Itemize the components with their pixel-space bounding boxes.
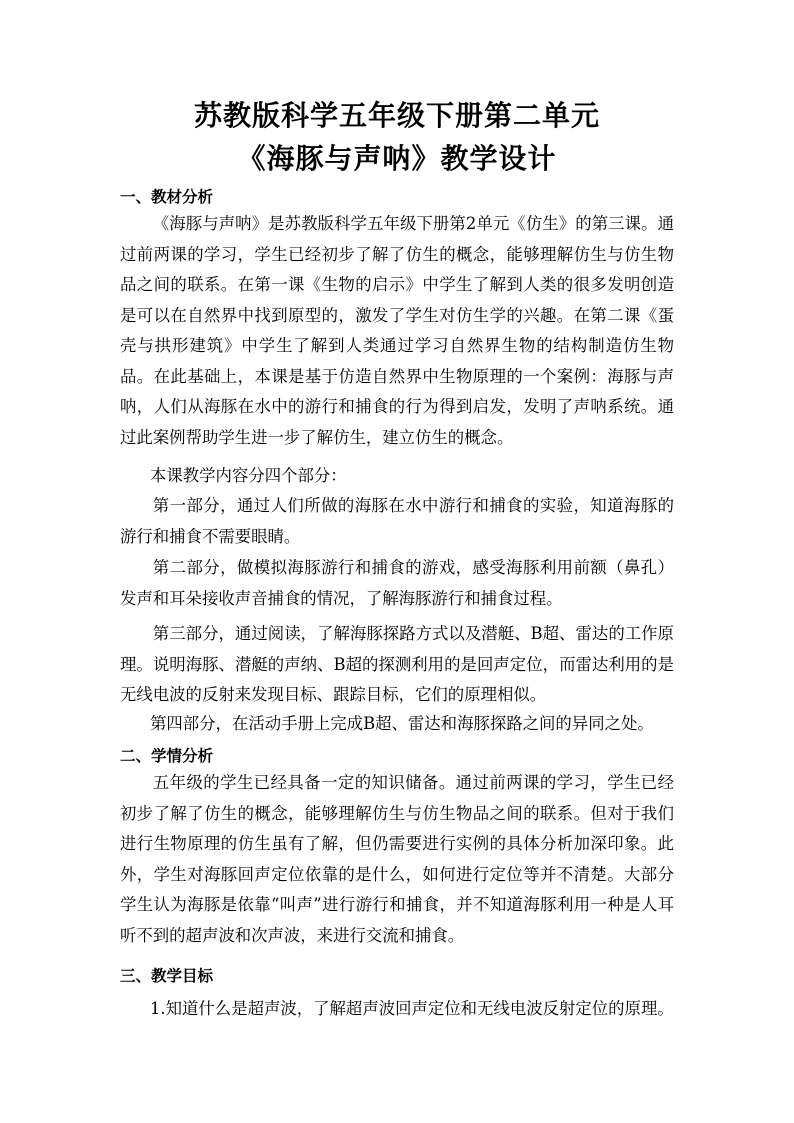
paragraph-part-three: 第三部分，通过阅读，了解海豚探路方式以及潜艇、B超、雷达的工作原理。说明海豚、潜艇的声纳、B超的探测利用的是回声定位，而雷达利用的是无线电波的反射来发现目标、跟踪目标，它们的原理相似。 (120, 624, 674, 704)
paragraph-material-intro: 《海豚与声呐》是苏教版科学五年级下册第2单元《仿生》的第三课。通过前两课的学习，学生已经初步了解了仿生的概念，能够理解仿生与仿生物品之间的联系。在第一课《生物的启示》中学生了解到人类的很多发明创造是可以在自然界中找到原型的，激发了学生对仿生学的兴趣。在第二课《蛋壳与拱形建筑》中学生了解到人类通过学习自然界生物的结构制造仿生物品。在此基础上，本课是基于仿造自然界中生物原理的一个案例：海豚与声呐，人们从海豚在水中的游行和捕食的行为得到启发，发明了声呐系统。通过此案例帮助学生进一步了解仿生，建立仿生的概念。 (120, 214, 674, 447)
paragraph-part-one: 第一部分，通过人们所做的海豚在水中游行和捕食的实验，知道海豚的游行和捕食不需要眼睛。 (120, 496, 674, 546)
paragraph-learner-analysis: 五年级的学生已经具备一定的知识储备。通过前两课的学习，学生已经初步了解了仿生的概念，能够理解仿生与仿生物品之间的联系。但对于我们进行生物原理的仿生虽有了解，但仍需要进行实例的具体分析加深印象。此外，学生对海豚回声定位依靠的是什么，如何进行定位等并不清楚。大部分学生认为海豚是依靠“叫声”进行游行和捕食，并不知道海豚利用一种是人耳听不到的超声波和次声波，来进行交流和捕食。 (120, 773, 674, 945)
paragraph-content-overview: 本课教学内容分四个部分： (150, 466, 347, 485)
document-title: 苏教版科学五年级下册第二单元 (193, 99, 600, 132)
section-heading-material-analysis: 一、教材分析 (120, 188, 214, 206)
section-heading-teaching-goals: 三、教学目标 (120, 967, 214, 985)
paragraph-goal-one: 1.知道什么是超声波，了解超声波回声定位和无线电波反射定位的原理。 (150, 999, 674, 1018)
paragraph-part-two: 第二部分，做模拟海豚游行和捕食的游戏，感受海豚利用前额（鼻孔）发声和耳朵接收声音捕食的情况，了解海豚游行和捕食过程。 (120, 558, 674, 608)
paragraph-part-four: 第四部分，在活动手册上完成B超、雷达和海豚探路之间的异同之处。 (150, 714, 654, 733)
document-subtitle: 《海豚与声呐》教学设计 (237, 142, 557, 175)
section-heading-learner-analysis: 二、学情分析 (120, 747, 214, 765)
